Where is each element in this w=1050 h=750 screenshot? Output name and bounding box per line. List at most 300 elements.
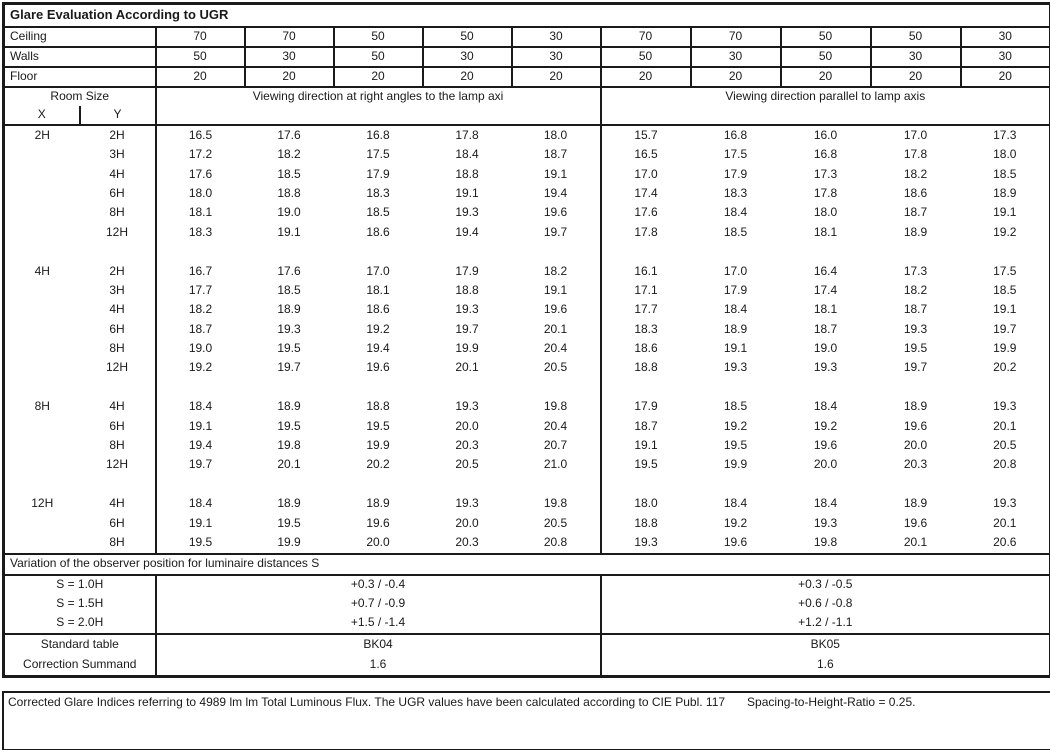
ugr-value-left: 19.4: [543, 185, 568, 200]
ugr-value-left: 17.2: [156, 145, 245, 164]
ugr-data-row: [4, 184, 1050, 203]
room-y-label: 12H: [105, 224, 128, 239]
surface-value: 70: [156, 27, 245, 47]
ugr-value-left: 19.7: [156, 456, 245, 475]
surface-value: 20: [691, 67, 781, 87]
ugr-values-section: [4, 125, 1050, 554]
summary-value-left: 1.6: [156, 655, 601, 677]
surface-value: 20: [871, 67, 961, 87]
ugr-value-right: 18.9: [903, 496, 928, 511]
room-y-label: 2H: [109, 263, 125, 278]
ugr-value-right: 18.1: [813, 302, 838, 317]
ugr-value-left: 17.9: [366, 166, 390, 181]
ugr-value-right: 17.0: [903, 127, 928, 142]
ugr-value-left: 18.2: [543, 263, 568, 278]
ugr-value-right: 20.6: [993, 535, 1017, 549]
ugr-value-right: 17.6: [601, 204, 691, 223]
ugr-value-right: 17.3: [903, 263, 928, 278]
ugr-value-left: 19.6: [366, 515, 390, 530]
ugr-value-right: 18.8: [601, 359, 691, 378]
ugr-value-left: 18.9: [277, 496, 301, 511]
ugr-value-left: 17.9: [455, 263, 479, 278]
room-x-label: [4, 320, 80, 339]
ugr-value-left: 18.3: [366, 185, 390, 200]
ugr-data-row: [4, 533, 1050, 553]
ugr-value-right: 17.5: [993, 263, 1017, 278]
ugr-data-row: [4, 397, 1050, 416]
ugr-value-left: 17.7: [156, 281, 245, 300]
right-group-header-spacer: [601, 106, 1050, 125]
variation-value-right: +1.2 / -1.1: [601, 614, 1050, 634]
room-x-label: [4, 533, 80, 553]
surface-row: [4, 27, 1050, 47]
spacer-cell: [156, 242, 601, 261]
ugr-value-right: 18.0: [813, 205, 838, 220]
ugr-value-right: 20.0: [813, 457, 838, 472]
ugr-value-right: 19.5: [601, 456, 691, 475]
ugr-value-left: 18.3: [156, 223, 245, 242]
summary-row: [4, 634, 1050, 655]
ugr-value-left: 19.1: [156, 417, 245, 436]
ugr-value-right: 18.7: [903, 302, 928, 317]
ugr-value-left: 19.7: [277, 360, 301, 375]
ugr-value-left: 16.8: [366, 127, 390, 142]
ugr-value-left: 19.7: [455, 321, 479, 336]
ugr-value-right: 19.7: [993, 321, 1017, 336]
summary-value-right: BK05: [601, 634, 1050, 655]
ugr-value-right: 19.5: [903, 341, 928, 356]
ugr-value-right: 19.5: [723, 438, 748, 453]
surface-value: 30: [871, 47, 961, 67]
ugr-value-left: 17.6: [277, 263, 301, 278]
room-y-label: 8H: [109, 205, 125, 220]
variation-label: S = 2.0H: [56, 615, 104, 630]
ugr-value-right: 18.5: [993, 282, 1017, 297]
ugr-value-right: 18.6: [601, 339, 691, 358]
summary-label: Correction Summand: [23, 656, 137, 671]
ugr-value-right: 19.9: [723, 457, 748, 472]
surface-value: 30: [512, 27, 601, 47]
variation-row: [4, 595, 1050, 614]
ugr-value-left: 18.2: [277, 147, 301, 162]
ugr-value-left: 19.2: [156, 359, 245, 378]
ugr-value-right: 17.5: [723, 147, 748, 162]
surface-reflectance-section: [4, 27, 1050, 87]
ugr-value-right: 17.3: [993, 127, 1017, 142]
ugr-value-right: 18.9: [903, 399, 928, 414]
ugr-value-right: 17.3: [813, 166, 838, 181]
ugr-value-right: 18.8: [601, 514, 691, 533]
ugr-value-left: 19.9: [455, 341, 479, 356]
room-y-label: 8H: [109, 341, 125, 356]
ugr-value-left: 19.4: [156, 436, 245, 455]
ugr-value-left: 19.5: [277, 341, 301, 356]
ugr-data-row: [4, 301, 1050, 320]
surface-value: 20: [245, 67, 334, 87]
ugr-value-right: 20.5: [993, 438, 1017, 453]
ugr-value-right: 18.5: [993, 166, 1017, 181]
room-x-label: [4, 359, 80, 378]
ugr-value-right: 17.9: [723, 166, 748, 181]
variation-value-right: +0.3 / -0.5: [601, 575, 1050, 595]
surface-value: 70: [691, 27, 781, 47]
room-y-label: 3H: [109, 282, 125, 297]
room-x-label: 2H: [34, 127, 50, 142]
ugr-value-left: 19.6: [366, 360, 390, 375]
room-y-label: 6H: [109, 418, 125, 433]
spacer-cell: [4, 242, 156, 261]
ugr-value-right: 18.2: [903, 166, 928, 181]
ugr-value-left: 19.5: [277, 418, 301, 433]
ugr-value-left: 20.7: [543, 438, 568, 453]
ugr-value-left: 20.1: [543, 321, 568, 336]
room-x-label: [4, 223, 80, 242]
variation-value-left: +0.3 / -0.4: [156, 575, 601, 595]
surface-value: 30: [961, 27, 1050, 47]
ugr-value-right: 17.1: [601, 281, 691, 300]
room-x-label: 12H: [31, 496, 54, 511]
room-y-label: 12H: [105, 457, 128, 472]
room-x-label: [4, 436, 80, 455]
ugr-value-left: 20.3: [455, 438, 479, 453]
ugr-value-left: 19.3: [277, 321, 301, 336]
room-x-label: [4, 301, 80, 320]
ugr-value-left: 17.8: [455, 127, 479, 142]
variation-title: Variation of the observer position for luminaire distances S: [4, 554, 1050, 575]
ugr-value-left: 18.4: [455, 147, 479, 162]
ugr-value-left: 19.4: [366, 341, 390, 356]
ugr-value-left: 19.3: [455, 399, 479, 414]
surface-value: 20: [512, 67, 601, 87]
ugr-value-left: 18.6: [366, 302, 390, 317]
left-group-header-spacer: [156, 106, 601, 125]
ugr-value-right: 18.0: [993, 147, 1017, 162]
ugr-value-right: 18.4: [723, 496, 748, 511]
ugr-value-right: 19.3: [723, 360, 748, 375]
title-section: [4, 4, 1050, 28]
spacer-row: [4, 475, 1050, 494]
ugr-value-right: 17.9: [601, 397, 691, 416]
ugr-value-right: 18.7: [813, 321, 838, 336]
room-x-label: [4, 204, 80, 223]
ugr-value-left: 21.0: [543, 457, 568, 472]
ugr-value-right: 19.2: [723, 515, 748, 530]
ugr-value-left: 17.6: [156, 165, 245, 184]
ugr-value-right: 19.3: [813, 515, 838, 530]
surface-value: 70: [245, 27, 334, 47]
ugr-value-right: 18.4: [723, 302, 748, 317]
ugr-table: [2, 2, 1050, 678]
ugr-value-left: 18.0: [156, 184, 245, 203]
ugr-value-left: 18.9: [277, 399, 301, 414]
ugr-value-left: 18.4: [156, 494, 245, 513]
room-y-label: 4H: [109, 166, 125, 181]
surface-value: 20: [156, 67, 245, 87]
ugr-value-right: 18.5: [723, 399, 748, 414]
ugr-data-row: [4, 514, 1050, 533]
footer-note: [2, 691, 1050, 750]
ugr-value-left: 17.6: [277, 127, 301, 142]
ugr-value-right: 18.0: [601, 494, 691, 513]
spacer-cell: [601, 475, 1050, 494]
ugr-value-right: 19.3: [601, 533, 691, 553]
footer-text: Corrected Glare Indices referring to 4989 lm lm Total Luminous Flux. The UGR values have been calculated according to CIE Publ. 117: [8, 695, 726, 709]
ugr-value-right: 18.6: [903, 185, 928, 200]
xy-header-row: [4, 106, 1050, 125]
surface-value: 20: [423, 67, 512, 87]
right-group-header: Viewing direction parallel to lamp axis: [601, 87, 1050, 106]
spacer-row: [4, 378, 1050, 397]
ugr-value-right: 19.1: [723, 341, 748, 356]
variation-value-left: +1.5 / -1.4: [156, 614, 601, 634]
group-header-row: [4, 87, 1050, 106]
ugr-value-right: 16.1: [601, 262, 691, 281]
ugr-value-left: 18.8: [455, 282, 479, 297]
ugr-value-left: 19.0: [156, 339, 245, 358]
surface-value: 50: [156, 47, 245, 67]
spacer-cell: [4, 378, 156, 397]
room-y-label: 6H: [109, 321, 125, 336]
page-title: Glare Evaluation According to UGR: [4, 4, 1050, 28]
ugr-value-right: 18.4: [723, 205, 748, 220]
ugr-value-right: 17.4: [813, 282, 838, 297]
ugr-value-left: 18.4: [156, 397, 245, 416]
ugr-value-left: 18.5: [366, 205, 390, 220]
ugr-value-left: 19.1: [156, 514, 245, 533]
ugr-value-right: 18.4: [813, 496, 838, 511]
y-axis-header: Y: [80, 106, 156, 125]
ugr-value-right: 17.7: [601, 301, 691, 320]
ugr-value-left: 18.0: [543, 127, 568, 142]
ugr-data-row: [4, 165, 1050, 184]
room-y-label: 4H: [109, 496, 125, 511]
ugr-value-left: 20.4: [543, 418, 568, 433]
surface-value: 50: [781, 47, 871, 67]
ugr-value-right: 19.3: [993, 496, 1017, 511]
ugr-value-right: 19.3: [993, 399, 1017, 414]
ugr-value-left: 19.8: [543, 496, 568, 511]
ugr-value-right: 20.1: [903, 535, 928, 549]
ugr-value-right: 17.8: [601, 223, 691, 242]
ugr-value-right: 19.3: [903, 321, 928, 336]
ugr-value-right: 18.3: [601, 320, 691, 339]
ugr-value-left: 19.5: [366, 418, 390, 433]
ugr-value-right: 19.0: [813, 341, 838, 356]
ugr-value-left: 19.8: [543, 399, 568, 414]
ugr-data-row: [4, 125, 1050, 145]
ugr-value-left: 18.7: [543, 147, 568, 162]
ugr-value-right: 19.6: [723, 535, 748, 549]
ugr-value-right: 19.1: [993, 205, 1017, 220]
summary-value-left: BK04: [156, 634, 601, 655]
ugr-value-left: 20.0: [455, 515, 479, 530]
room-x-label: 8H: [34, 399, 50, 414]
ugr-data-row: [4, 281, 1050, 300]
surface-value: 30: [245, 47, 334, 67]
ugr-data-row: [4, 417, 1050, 436]
room-y-label: 2H: [109, 127, 125, 142]
spacer-cell: [4, 475, 156, 494]
ugr-value-right: 18.3: [723, 185, 748, 200]
ugr-value-left: 19.3: [455, 496, 479, 511]
ugr-value-left: 19.3: [455, 205, 479, 220]
surface-value: 20: [334, 67, 423, 87]
ugr-value-left: 19.0: [277, 205, 301, 220]
ugr-data-row: [4, 262, 1050, 281]
summary-row: [4, 655, 1050, 677]
ugr-value-left: 19.5: [156, 533, 245, 553]
ugr-value-left: 18.5: [277, 166, 301, 181]
ugr-data-row: [4, 204, 1050, 223]
ugr-value-right: 20.0: [903, 438, 928, 453]
ugr-value-left: 19.1: [455, 185, 479, 200]
surface-value: 30: [423, 47, 512, 67]
surface-label: Floor: [4, 67, 156, 87]
variation-label: S = 1.0H: [56, 577, 104, 592]
summary-label: Standard table: [4, 634, 156, 655]
room-size-header: Room Size: [50, 89, 110, 104]
ugr-data-row: [4, 359, 1050, 378]
ugr-value-left: 18.1: [156, 204, 245, 223]
room-y-label: 4H: [109, 302, 125, 317]
ugr-value-left: 19.1: [543, 166, 568, 181]
variation-rows-section: [4, 575, 1050, 634]
room-x-label: [4, 184, 80, 203]
ugr-value-right: 19.9: [993, 341, 1017, 356]
variation-row: [4, 575, 1050, 595]
ugr-value-right: 16.8: [723, 127, 748, 142]
ugr-value-left: 20.5: [455, 457, 479, 472]
ugr-value-left: 20.1: [455, 360, 479, 375]
ugr-value-right: 18.5: [723, 224, 748, 239]
ugr-value-left: 20.8: [543, 535, 568, 549]
ugr-value-right: 18.1: [813, 224, 838, 239]
ugr-value-left: 19.5: [277, 515, 301, 530]
ugr-value-right: 19.1: [993, 302, 1017, 317]
ugr-value-right: 20.1: [993, 418, 1017, 433]
ugr-value-right: 15.7: [601, 125, 691, 145]
variation-value-left: +0.7 / -0.9: [156, 595, 601, 614]
ugr-value-left: 20.3: [455, 535, 479, 549]
ugr-value-left: 20.2: [366, 457, 390, 472]
ugr-value-left: 16.5: [156, 125, 245, 145]
surface-value: 70: [601, 27, 691, 47]
ugr-data-row: [4, 456, 1050, 475]
x-axis-header: X: [4, 106, 80, 125]
ugr-value-left: 20.5: [543, 360, 568, 375]
room-x-label: [4, 339, 80, 358]
ugr-value-left: 18.6: [366, 224, 390, 239]
ugr-value-right: 18.2: [903, 282, 928, 297]
ugr-value-left: 20.0: [455, 418, 479, 433]
ugr-value-left: 19.9: [277, 535, 301, 549]
variation-row: [4, 614, 1050, 634]
ugr-data-row: [4, 145, 1050, 164]
surface-value: 30: [691, 47, 781, 67]
ugr-value-left: 17.0: [366, 263, 390, 278]
variation-value-right: +0.6 / -0.8: [601, 595, 1050, 614]
ugr-value-right: 19.6: [903, 515, 928, 530]
spacer-row: [4, 242, 1050, 261]
variation-label: S = 1.5H: [56, 596, 104, 611]
room-x-label: [4, 456, 80, 475]
ugr-value-left: 18.1: [366, 282, 390, 297]
surface-value: 50: [601, 47, 691, 67]
spacer-cell: [601, 242, 1050, 261]
ugr-value-right: 18.4: [813, 399, 838, 414]
ugr-value-left: 18.2: [156, 301, 245, 320]
ugr-value-left: 20.0: [366, 535, 390, 549]
ugr-value-left: 18.8: [366, 399, 390, 414]
surface-label: Walls: [4, 47, 156, 67]
room-y-label: 3H: [109, 147, 125, 162]
ugr-value-left: 16.7: [156, 262, 245, 281]
left-group-header: Viewing direction at right angles to the lamp axi: [156, 87, 601, 106]
room-y-label: 8H: [109, 438, 125, 453]
ugr-data-row: [4, 320, 1050, 339]
ugr-value-right: 17.0: [601, 165, 691, 184]
ugr-value-right: 17.0: [723, 263, 748, 278]
ugr-value-right: 19.2: [813, 418, 838, 433]
ugr-value-right: 16.4: [813, 263, 838, 278]
surface-value: 50: [334, 47, 423, 67]
ugr-value-left: 19.1: [277, 224, 301, 239]
surface-value: 20: [601, 67, 691, 87]
ugr-value-right: 16.0: [813, 127, 838, 142]
ugr-value-left: 19.6: [543, 302, 568, 317]
ugr-value-left: 20.4: [543, 341, 568, 356]
ugr-value-left: 20.1: [277, 457, 301, 472]
surface-value: 20: [961, 67, 1050, 87]
ugr-value-right: 20.8: [993, 457, 1017, 472]
ugr-value-right: 18.7: [903, 205, 928, 220]
surface-value: 50: [781, 27, 871, 47]
ugr-value-left: 19.8: [277, 438, 301, 453]
surface-row: [4, 47, 1050, 67]
ugr-value-right: 16.8: [813, 147, 838, 162]
ugr-value-left: 17.5: [366, 147, 390, 162]
ugr-value-left: 19.9: [366, 438, 390, 453]
surface-value: 50: [334, 27, 423, 47]
ugr-value-right: 17.4: [601, 184, 691, 203]
ugr-value-right: 19.3: [813, 360, 838, 375]
ugr-value-left: 19.4: [455, 224, 479, 239]
variation-title-row: [4, 554, 1050, 575]
ugr-value-right: 17.9: [723, 282, 748, 297]
ugr-data-row: [4, 223, 1050, 242]
spacer-cell: [601, 378, 1050, 397]
room-x-label: [4, 514, 80, 533]
footer-ratio: Spacing-to-Height-Ratio = 0.25.: [747, 695, 916, 709]
ugr-value-right: 19.8: [813, 535, 838, 549]
ugr-value-left: 18.9: [277, 302, 301, 317]
spacer-cell: [156, 475, 601, 494]
room-y-label: 6H: [109, 185, 125, 200]
variation-title-section: [4, 554, 1050, 575]
ugr-value-right: 19.1: [601, 436, 691, 455]
ugr-value-left: 20.5: [543, 515, 568, 530]
ugr-value-right: 17.8: [813, 185, 838, 200]
surface-value: 30: [512, 47, 601, 67]
summary-value-right: 1.6: [601, 655, 1050, 677]
ugr-value-left: 19.3: [455, 302, 479, 317]
room-x-label: [4, 165, 80, 184]
surface-row: [4, 67, 1050, 87]
ugr-value-right: 18.9: [993, 185, 1017, 200]
ugr-value-right: 19.6: [813, 438, 838, 453]
room-y-label: 4H: [109, 399, 125, 414]
ugr-value-right: 19.6: [903, 418, 928, 433]
